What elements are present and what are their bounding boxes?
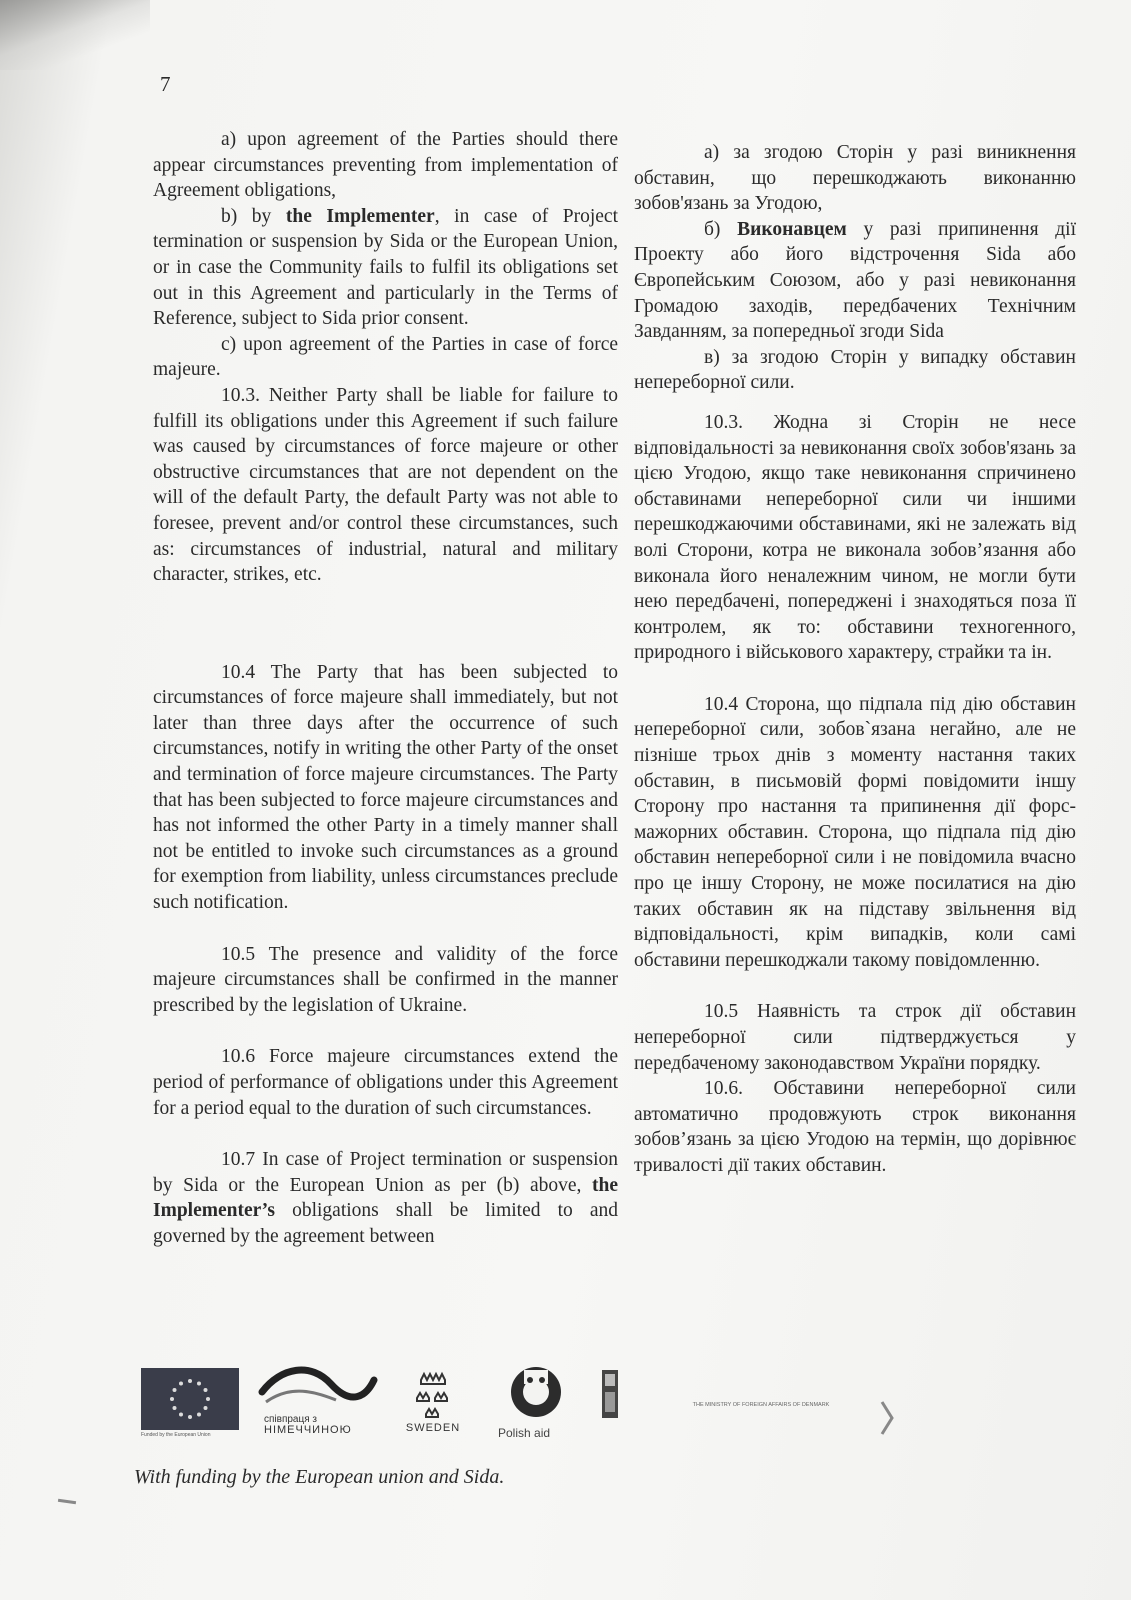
ukrainian-column [634, 140, 1076, 1179]
uk-clause-10-4: 10.4 Сторона, що підпала під дію обставин непереборної сили, зобов`язана негайно, але не пізніше трьох днів з моменту настання таких обставин, в письмовій формі повідомити іншу Сторону про настання та припинення дії форс-мажорних обставин. Сторона, що підпала під дію обставин непереборної сили і не повідомила вчасно про це іншу Сторону, не може посилатися на дію таких обставин як на підставу звільнення від відповідальності, крім випадків, коли самі обставини перешкоджали такому повідомленню. [634, 693, 1076, 971]
en-clause-10-6: 10.6 Force majeure circumstances extend the period of performance of obligations under this Agreement for a period equal to the duration of such circumstances. [153, 1046, 618, 1119]
germany-cooperation-logo [256, 1362, 386, 1442]
en-clause-10-7: 10.7 In case of Project termination or suspension by Sida or the European Union as per (b) above, the Implementer’s obligations shall be limited to and governed by the agreement between [153, 1149, 618, 1247]
germany-line-2: НІМЕЧЧИНОЮ [264, 1424, 352, 1436]
en-clause-10-5: 10.5 The presence and validity of the force majeure circumstances shall be confirmed in the manner prescribed by the legislation of Ukraine. [153, 943, 618, 1016]
uk-clause-b: б) Виконавцем у разі припинення дії Проекту або його відстрочення Sida або Європейським Союзом, або у разі невиконання Громадою заходів, передбачених Технічним Завданням, за попередньої згоди Sida [634, 218, 1076, 343]
en-clause-b: b) by the Implementer, in case of Project termination or suspension by Sida or the European Union, or in case the Community fails to fulfil its obligations set out in this Agreement and particularly in the Terms of Reference, subject to Sida prior consent. [153, 205, 619, 330]
sweden-text: SWEDEN [405, 1422, 461, 1434]
polish-aid-text: Polish aid [498, 1426, 551, 1440]
funding-statement: With funding by the European union and Sida. [134, 1466, 505, 1488]
germany-swoosh-icon [256, 1362, 386, 1412]
eu-caption: Funded by the European Union [141, 1432, 211, 1438]
scan-shadow [0, 0, 150, 70]
en-clause-c: c) upon agreement of the Parties in case of force majeure. [153, 333, 618, 381]
ministry-text: THE MINISTRY OF FOREIGN AFFAIRS OF DENMARK [692, 1402, 830, 1408]
en-clause-10-4: 10.4 The Party that has been subjected to circumstances of force majeure shall immediately, but not later than three days after the occurrence of such circumstances, notify in writing the other Party of the onset and termination of force majeure circumstances. The Party that has been subjected to force majeure circumstances and has not informed the other Party in a timely manner shall not be entitled to invoke such circumstances as a ground for exemption from liability, unless circumstances preclude such notification. [153, 661, 618, 914]
english-column [153, 127, 618, 1250]
polish-aid-circle-icon [496, 1362, 576, 1424]
polish-aid-logo [496, 1362, 586, 1442]
sweden-logo [398, 1362, 468, 1442]
uk-clause-a: а) за згодою Сторін у разі виникнення обставин, що перешкоджають виконанню зобов'язань за Угодою, [634, 142, 1076, 215]
en-clause-10-3: 10.3. Neither Party shall be liable for failure to fulfill its obligations under this Agreement if such failure was caused by circumstances of force majeure or other obstructive circumstances that are not dependent on the will of the default Party, the default Party was not able to foresee, prevent and/or control these circumstances, such as: circumstances of industrial, natural and military character, strikes, etc. [153, 384, 618, 586]
denmark-ministry-logo [598, 1362, 908, 1442]
uk-clause-10-3: 10.3. Жодна зі Сторін не несе відповідальності за невиконання своїх зобов'язань за цією Угодою, якщо таке невиконання спричинено обставинами непереборної сили чи іншими перешкоджаючими обставинами, які не залежать від волі Сторони, котра не виконала зобов’язання або виконала його неналежним чином, не могли бути нею передбачені, попереджені і знаходяться поза її контролем, як то: обставини техногенного, природного і військового характеру, страйки та ін. [634, 411, 1076, 664]
page-number: 7 [160, 72, 171, 96]
en-clause-a: a) upon agreement of the Parties should there appear circumstances preventing from implementation of Agreement obligations, [153, 129, 618, 202]
eu-flag-icon [141, 1368, 239, 1430]
sponsor-logos [136, 1362, 906, 1446]
uk-clause-10-5: 10.5 Наявність та строк дії обставин непереборної сили підтверджується у передбаченому законодавством України порядку. [634, 1001, 1076, 1074]
scan-mark [58, 1499, 76, 1504]
uk-clause-c: в) за згодою Сторін у випадку обставин непереборної сили. [634, 346, 1076, 394]
uk-clause-10-6: 10.6. Обставини непереборної сили автоматично продовжують строк виконання зобов’язань за цією Угодою на термін, що дорівнює тривалості дії таких обставин. [634, 1078, 1076, 1176]
swedish-crowns-icon [413, 1366, 453, 1418]
germany-line-1: співпраця з [264, 1414, 317, 1425]
